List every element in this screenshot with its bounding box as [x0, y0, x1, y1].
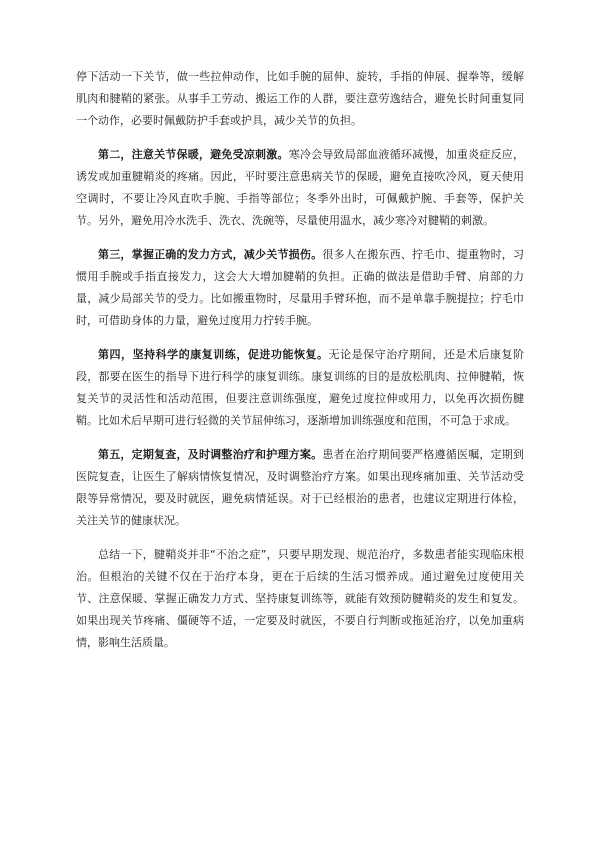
paragraph-text: 停下活动一下关节，做一些拉伸动作，比如手腕的屈伸、旋转，手指的伸展、握拳等，缓解肌肉和腱鞘的紧张。从事手工劳动、搬运工作的人群，要注意劳逸结合，避免长时间重复同一个动作，必要时佩戴防护手套或护具，减少关节的负担。	[76, 70, 524, 127]
paragraph-lead: 第四，坚持科学的康复训练，促进功能恢复。	[98, 348, 329, 361]
paragraph-point-two	[76, 144, 524, 232]
paragraph-text: 无论是保守治疗期间，还是术后康复阶段，都要在医生的指导下进行科学的康复训练。康复训练的目的是放松肌肉、拉伸腱鞘，恢复关节的灵活性和活动范围，但要注意训练强度，避免过度拉伸或用力，以免再次损伤腱鞘。比如术后早期可进行轻微的关节屈伸练习，逐渐增加训练强度和范围，不可急于求成。	[76, 348, 525, 427]
paragraph-continuation	[76, 66, 524, 132]
paragraph-point-five	[76, 444, 524, 532]
paragraph-text: 寒冷会导致局部血液循环减慢，加重炎症反应，诱发或加重腱鞘炎的疼痛。因此，平时要注意患病关节的保暖，避免直接吹冷风，夏天使用空调时，不要让冷风直吹手腕、手指等部位；冬季外出时，可佩戴护腕、手套等，保护关节。另外，避免用冷水洗手、洗衣、洗碗等，尽量使用温水，减少寒冷对腱鞘的刺激。	[76, 148, 525, 227]
paragraph-lead: 第二，注意关节保暖，避免受凉刺激。	[98, 148, 289, 161]
paragraph-point-three	[76, 244, 524, 332]
paragraph-text: 患者在治疗期间要严格遵循医嘱，定期到医院复查，让医生了解病情恢复情况，及时调整治疗方案。如果出现疼痛加重、关节活动受限等异常情况，要及时就医，避免病情延误。对于已经根治的患者，也建议定期进行体检，关注关节的健康状况。	[76, 448, 525, 527]
paragraph-lead: 第五，定期复查，及时调整治疗和护理方案。	[98, 448, 323, 461]
paragraph-lead: 第三，掌握正确的发力方式，减少关节损伤。	[98, 248, 323, 261]
paragraph-point-four	[76, 344, 524, 432]
paragraph-text: 很多人在搬东西、拧毛巾、提重物时，习惯用手腕或手指直接发力，这会大大增加腱鞘的负担。正确的做法是借助手臂、肩部的力量，减少局部关节的受力。比如搬重物时，尽量用手臂环抱，而不是单靠手腕提拉；拧毛巾时，可借助身体的力量，避免过度用力拧转手腕。	[76, 248, 525, 327]
paragraph-summary	[76, 544, 524, 654]
document-body	[76, 66, 524, 666]
paragraph-text: 总结一下，腱鞘炎并非“不治之症”，只要早期发现、规范治疗，多数患者能实现临床根治。但根治的关键不仅在于治疗本身，更在于后续的生活习惯养成。通过避免过度使用关节、注意保暖、掌握正确发力方式、坚持康复训练等，就能有效预防腱鞘炎的发生和复发。如果出现关节疼痛、僵硬等不适，一定要及时就医，不要自行判断或拖延治疗，以免加重病情，影响生活质量。	[76, 548, 524, 649]
